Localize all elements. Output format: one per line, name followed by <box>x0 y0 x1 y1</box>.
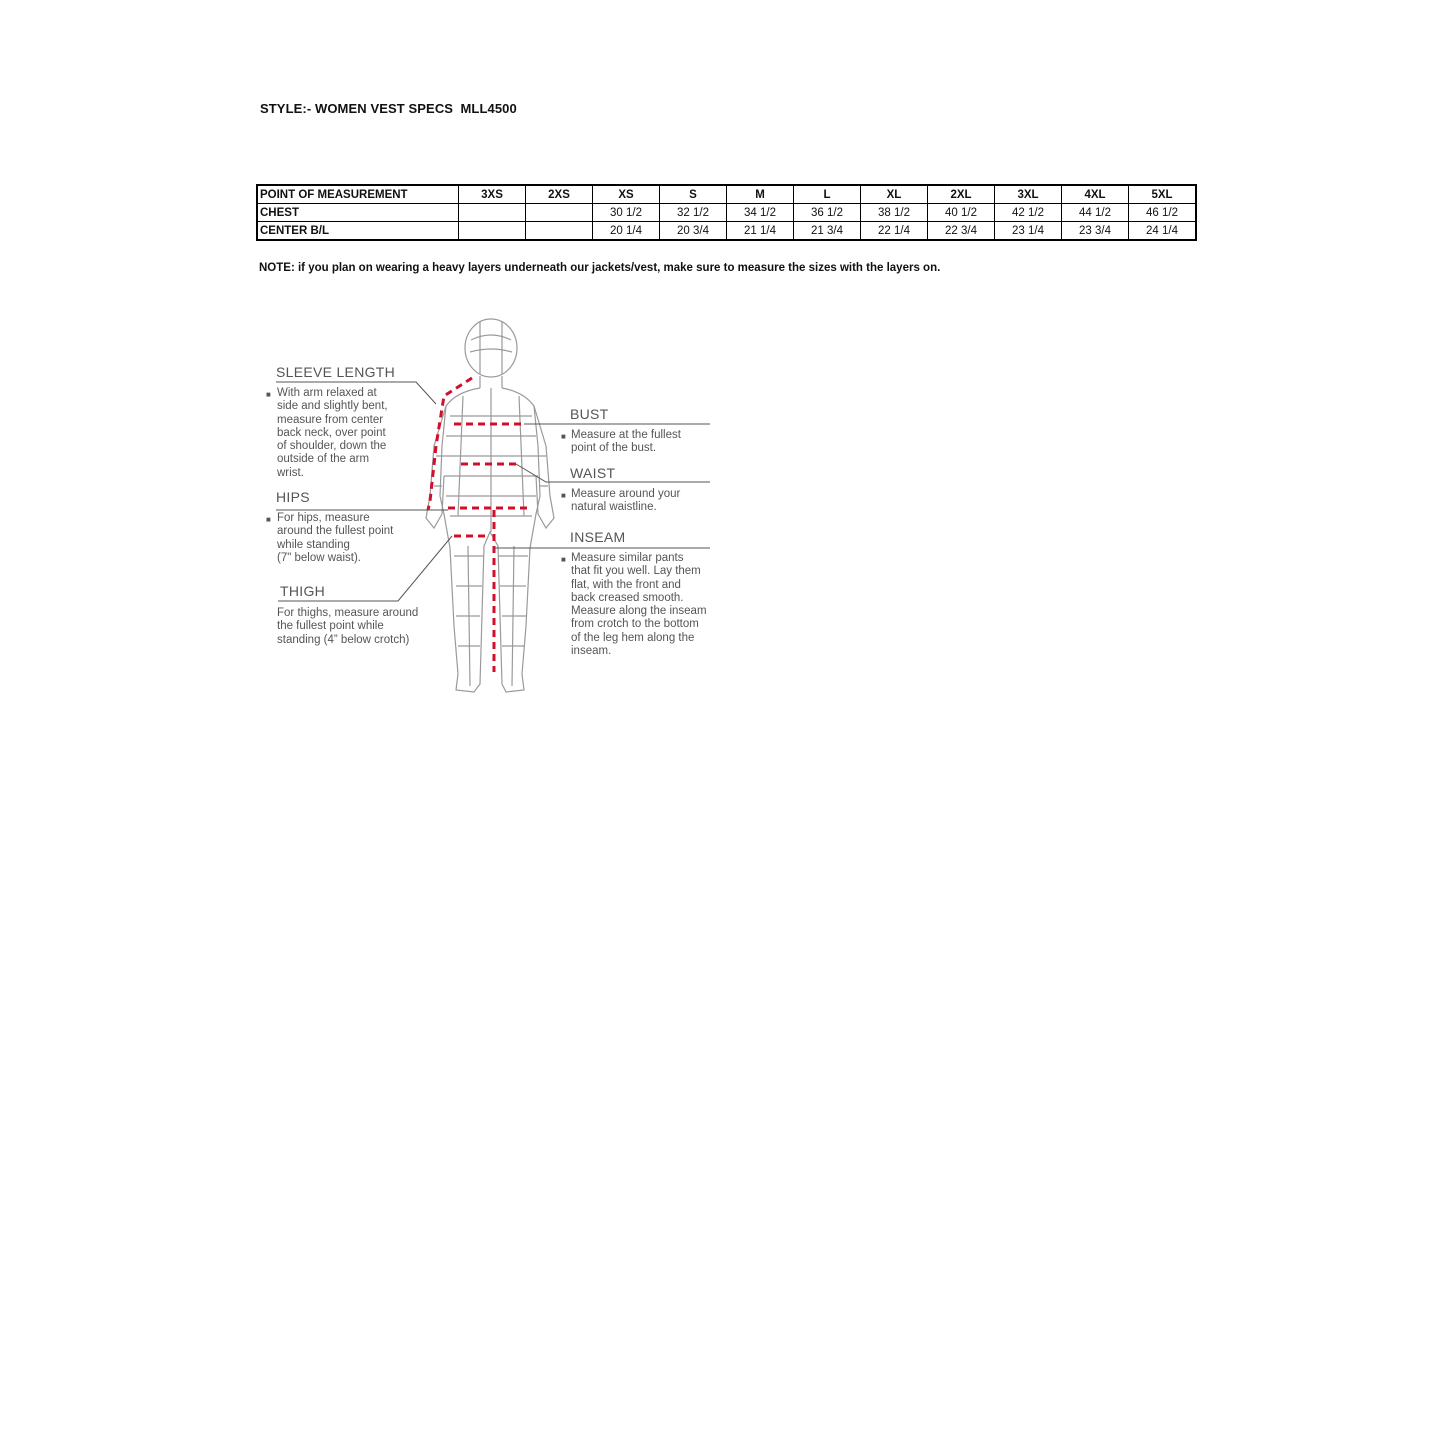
bust-description: Measure at the fullest point of the bust. <box>571 429 681 455</box>
hips-description: For hips, measure around the fullest point while standing (7" below waist). <box>277 512 394 564</box>
style-title: STYLE:- WOMEN VEST SPECS MLL4500 <box>260 101 517 116</box>
header-cell: 3XS <box>459 185 526 204</box>
waist-description: Measure around your natural waistline. <box>571 488 681 514</box>
table-cell <box>459 222 526 241</box>
table-cell: 21 3/4 <box>794 222 861 241</box>
bust-label: BUST <box>570 406 609 422</box>
header-cell: 3XL <box>995 185 1062 204</box>
table-cell: 20 1/4 <box>593 222 660 241</box>
row-label-cell: CENTER B/L <box>257 222 459 241</box>
layering-note: NOTE: if you plan on wearing a heavy layers underneath our jackets/vest, make sure to measure the sizes with the layers on. <box>259 262 941 274</box>
table-cell: 22 1/4 <box>861 222 928 241</box>
row-label-cell: CHEST <box>257 204 459 222</box>
table-cell: 22 3/4 <box>928 222 995 241</box>
header-cell: S <box>660 185 727 204</box>
table-cell <box>526 204 593 222</box>
header-cell: 2XL <box>928 185 995 204</box>
waist-label: WAIST <box>570 465 616 481</box>
measurement-diagram <box>258 296 738 702</box>
table-row <box>257 204 1196 222</box>
size-spec-table <box>256 184 1197 241</box>
table-cell: 34 1/2 <box>727 204 794 222</box>
table-cell: 42 1/2 <box>995 204 1062 222</box>
bullet-icon: ■ <box>561 555 566 564</box>
table-cell: 38 1/2 <box>861 204 928 222</box>
table-cell: 44 1/2 <box>1062 204 1129 222</box>
table-cell: 21 1/4 <box>727 222 794 241</box>
sleeve-length-label: SLEEVE LENGTH <box>276 364 396 380</box>
bullet-icon: ■ <box>266 515 271 524</box>
inseam-label: INSEAM <box>570 529 626 545</box>
table-cell: 23 1/4 <box>995 222 1062 241</box>
inseam-description: Measure similar pants that fit you well. Lay them flat, with the front and back creased smooth. Measure along the inseam from crotch to the bottom of the leg hem along the inseam. <box>571 552 707 658</box>
header-cell: 5XL <box>1129 185 1197 204</box>
header-cell: 4XL <box>1062 185 1129 204</box>
bullet-icon: ■ <box>561 432 566 441</box>
table-header-row <box>257 185 1196 204</box>
header-cell: 2XS <box>526 185 593 204</box>
header-cell: L <box>794 185 861 204</box>
header-cell: M <box>727 185 794 204</box>
bullet-icon: ■ <box>266 390 271 399</box>
table-cell: 36 1/2 <box>794 204 861 222</box>
thigh-description: For thighs, measure around the fullest point while standing (4” below crotch) <box>277 607 419 646</box>
table-cell: 46 1/2 <box>1129 204 1197 222</box>
hips-label: HIPS <box>276 489 310 505</box>
measurement-lines <box>428 378 530 672</box>
thigh-label: THIGH <box>280 583 326 599</box>
table-row <box>257 222 1196 241</box>
table-cell: 24 1/4 <box>1129 222 1197 241</box>
table-cell: 20 3/4 <box>660 222 727 241</box>
bullet-icon: ■ <box>561 491 566 500</box>
header-cell: XS <box>593 185 660 204</box>
table-cell: 32 1/2 <box>660 204 727 222</box>
table-cell: 40 1/2 <box>928 204 995 222</box>
table-cell <box>526 222 593 241</box>
header-cell: XL <box>861 185 928 204</box>
body-figure-outline <box>426 319 554 692</box>
table-cell: 23 3/4 <box>1062 222 1129 241</box>
sleeve-length-description: With arm relaxed at side and slightly bent, measure from center back neck, over point of shoulder, down the outside of the arm wrist. <box>277 387 388 479</box>
table-cell: 30 1/2 <box>593 204 660 222</box>
table-cell <box>459 204 526 222</box>
header-cell: POINT OF MEASUREMENT <box>257 185 459 204</box>
